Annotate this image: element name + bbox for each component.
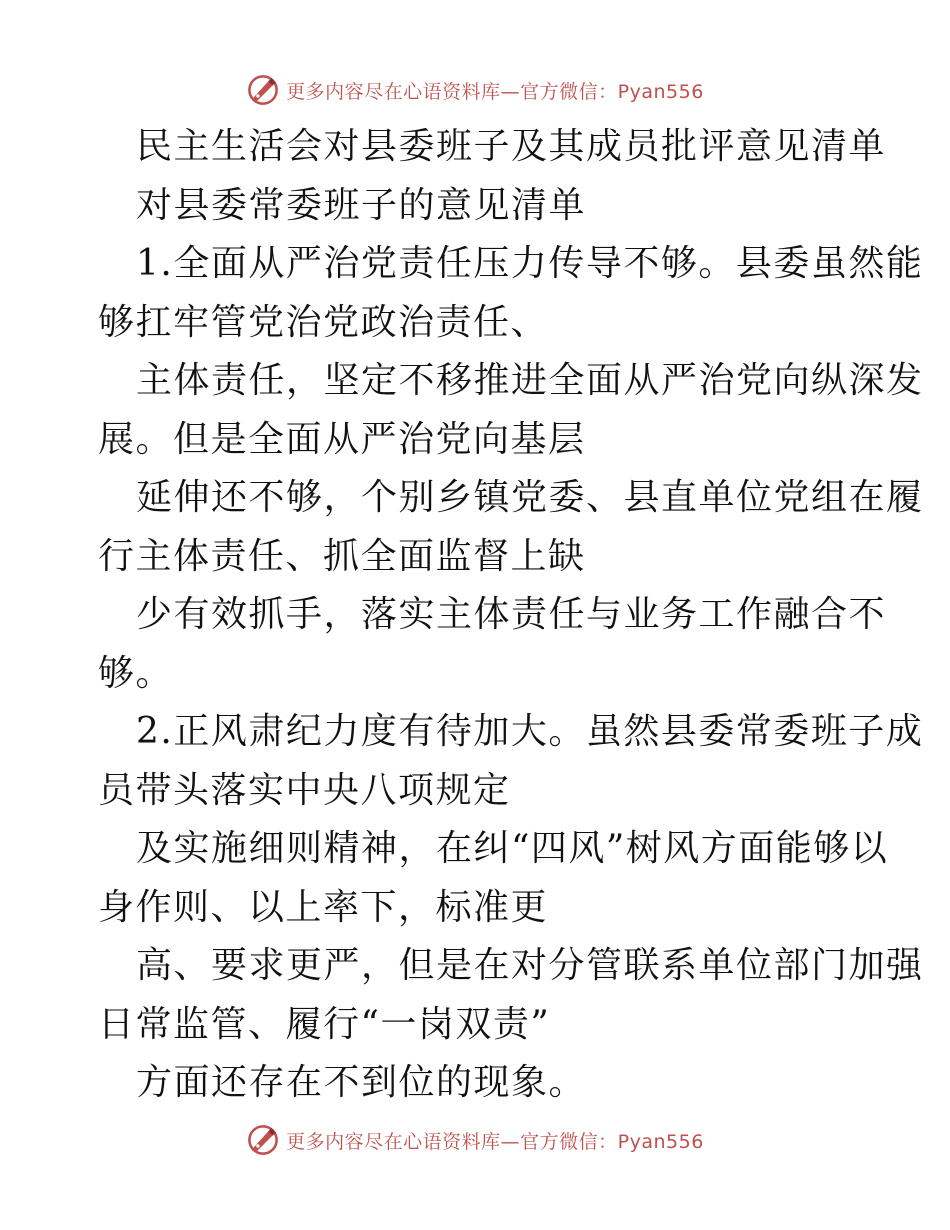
document-line: 身作则、以上率下，标准更 [98,886,549,928]
header-banner-inner [246,73,704,107]
document-line: 少有效抓手，落实主体责任与业务工作融合不 [136,594,887,635]
footer-banner-text: 更多内容尽在心语资料库—官方微信：Pyan556 [286,1130,704,1153]
document-line: 1.全面从严治党责任压力传导不够。县委虽然能 [136,243,924,284]
document-line: 方面还存在不到位的现象。 [136,1062,587,1103]
document-body [98,118,924,1113]
document-line: 展。但是全面从严治党向基层 [98,418,586,460]
document-line: 够。 [98,652,174,694]
pen-nib-logo-icon [246,73,280,107]
document-line: 延伸还不够，个别乡镇党委、县直单位党组在履 [136,477,924,518]
document-line: 高、要求更严，但是在对分管联系单位部门加强 [136,945,924,986]
footer-banner-inner [246,1123,704,1157]
pen-nib-logo-icon [246,1123,280,1157]
document-line: 行主体责任、抓全面监督上缺 [98,535,586,577]
document-line: 主体责任，坚定不移推进全面从严治党向纵深发 [136,360,924,401]
document-line: 够扛牢管党治党政治责任、 [98,301,549,343]
document-line: 及实施细则精神，在纠“四风”树风方面能够以 [136,828,889,869]
document-line: 民主生活会对县委班子及其成员批评意见清单 [136,126,887,167]
document-line: 对县委常委班子的意见清单 [136,184,587,226]
footer-banner [0,1120,950,1160]
document-line: 日常监管、履行“一岗双责” [98,1003,551,1045]
header-banner [0,70,950,110]
document-line: 员带头落实中央八项规定 [98,769,511,811]
document-line: 2.正风肃纪力度有待加大。虽然县委常委班子成 [136,711,924,752]
header-banner-text: 更多内容尽在心语资料库—官方微信：Pyan556 [286,80,704,103]
